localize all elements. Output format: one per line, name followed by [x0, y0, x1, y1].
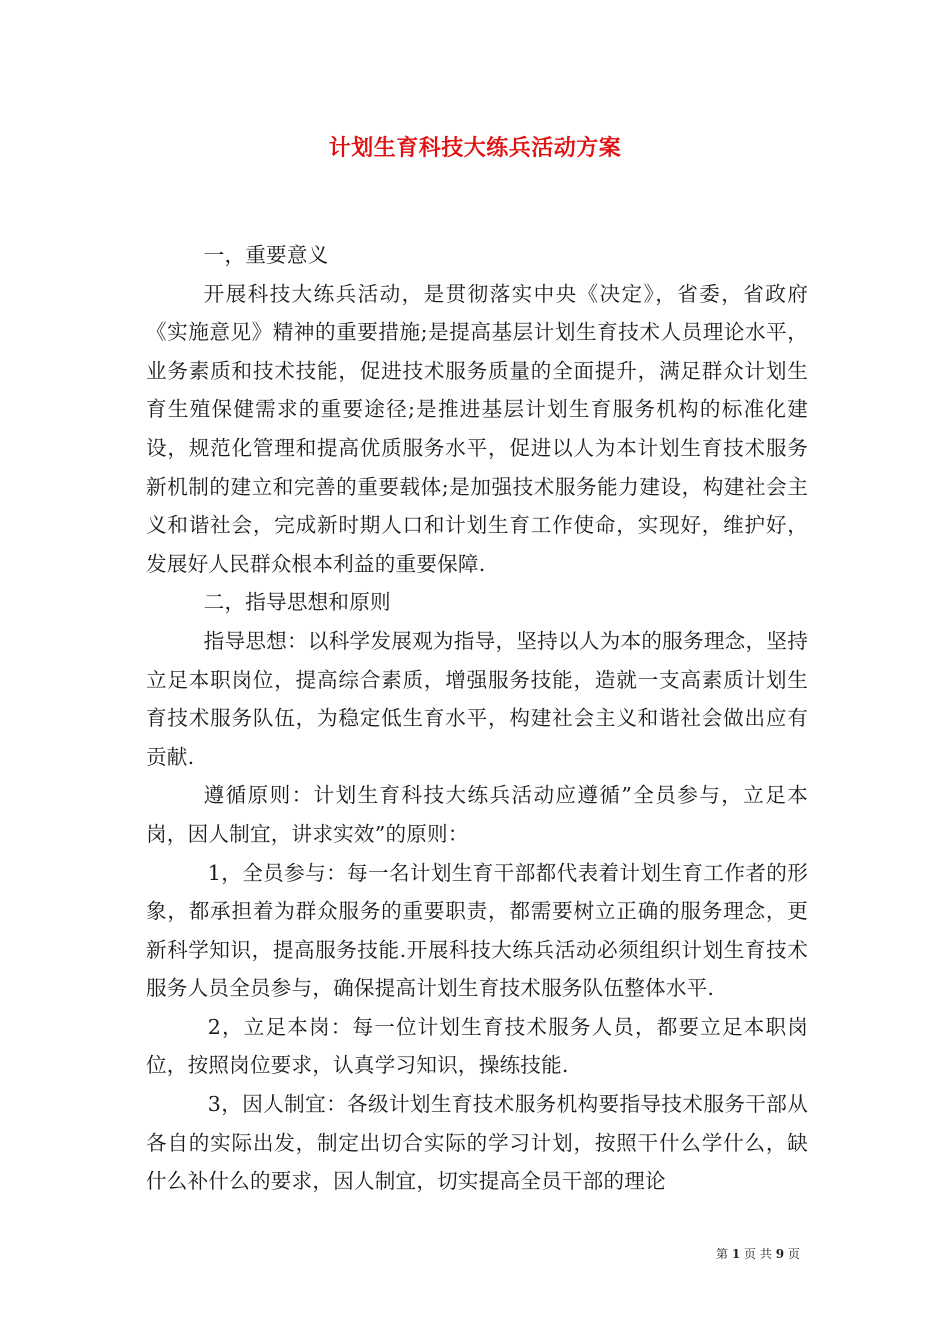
section-heading-2: 二，指导思想和原则	[203, 590, 391, 615]
document-title: 计划生育科技大练兵活动方案	[328, 135, 622, 161]
paragraph-principle-1: 1，全员参与：每一名计划生育干部都代表着计划生育工作者的形象，都承担着为群众服务的重要职责，都需要树立正确的服务理念，更新科学知识，提高服务技能.开展科技大练兵活动必须组织计划生育技术服务人员全员参与，确保提高计划生育技术服务队伍整体水平.	[146, 860, 808, 1001]
page-number-total: 9	[775, 1247, 785, 1261]
paragraph-principle-2: 2，立足本岗：每一位计划生育技术服务人员，都要立足本职岗位，按照岗位要求，认真学习知识，操练技能.	[146, 1014, 808, 1078]
page-number-prefix: 第	[716, 1247, 729, 1261]
page-number-middle: 页 共	[744, 1247, 772, 1261]
page-number-suffix: 页	[787, 1247, 800, 1261]
paragraph-guiding-thought: 指导思想：以科学发展观为指导，坚持以人为本的服务理念，坚持立足本职岗位，提高综合素质，增强服务技能，造就一支高素质计划生育技术服务队伍，为稳定低生育水平，构建社会主义和谐社会做出应有贡献.	[146, 628, 808, 769]
paragraph-significance: 开展科技大练兵活动，是贯彻落实中央《决定》，省委，省政府《实施意见》精神的重要措施;是提高基层计划生育技术人员理论水平，业务素质和技术技能，促进技术服务质量的全面提升，满足群众计划生育生殖保健需求的重要途径;是推进基层计划生育服务机构的标准化建设，规范化管理和提高优质服务水平，促进以人为本计划生育技术服务新机制的建立和完善的重要载体;是加强技术服务能力建设，构建社会主义和谐社会，完成新时期人口和计划生育工作使命，实现好，维护好，发展好人民群众根本利益的重要保障.	[146, 281, 808, 576]
paragraph-principle-3: 3，因人制宜：各级计划生育技术服务机构要指导技术服务干部从各自的实际出发，制定出切合实际的学习计划，按照干什么学什么，缺什么补什么的要求，因人制宜，切实提高全员干部的理论	[146, 1092, 808, 1194]
page-number	[716, 1245, 800, 1262]
paragraph-principles: 遵循原则：计划生育科技大练兵活动应遵循”全员参与，立足本岗，因人制宜，讲求实效”的原则：	[146, 783, 808, 846]
document-body	[146, 236, 808, 1201]
section-heading-1: 一，重要意义	[203, 243, 329, 267]
page-number-current: 1	[731, 1247, 741, 1261]
